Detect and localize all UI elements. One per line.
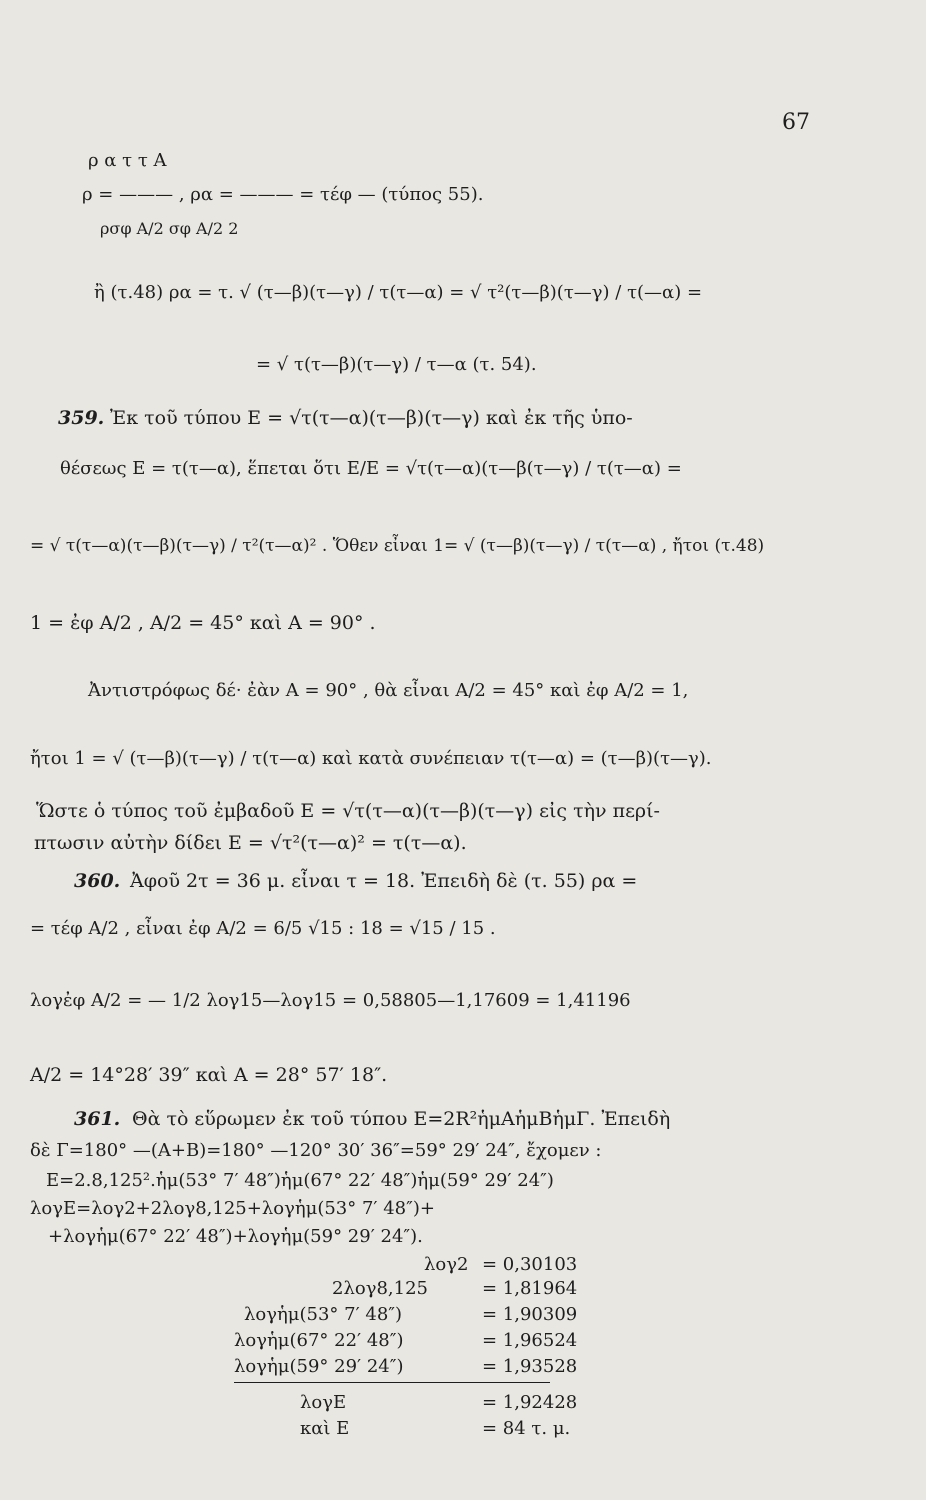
text-359-line3: = √ τ(τ—α)(τ—β)(τ—γ) / τ²(τ—α)² . Ὅθεν εἶναι 1= √ (τ—β)(τ—γ) / τ(τ—α) , ἤτοι (τ.48) bbox=[30, 536, 765, 556]
text-361-line3: Ε=2.8,125².ἡμ(53° 7′ 48″)ἡμ(67° 22′ 48″)ἡμ(59° 29′ 24″) bbox=[46, 1170, 554, 1191]
text-361-line2: δὲ Γ=180° —(Α+Β)=180° —120° 30′ 36″=59° 29′ 24″, ἔχομεν : bbox=[30, 1140, 602, 1161]
section-number-360: 360. bbox=[74, 870, 121, 892]
text-area-formula: Ὥστε ὁ τύπος τοῦ ἐμβαδοῦ Ε = √τ(τ—α)(τ—β)(τ—γ) εἰς τὴν περί- bbox=[36, 800, 660, 822]
log-table-label: λογ2 bbox=[424, 1254, 469, 1275]
log-table-value: = 1,93528 bbox=[482, 1356, 578, 1377]
text-360-angle: Α/2 = 14°28′ 39″ καὶ Α = 28° 57′ 18″. bbox=[30, 1064, 388, 1086]
text-359-line1: Ἐκ τοῦ τύπου Ε = √τ(τ—α)(τ—β)(τ—γ) καὶ ἐκ τῆς ὑπο- bbox=[110, 407, 633, 429]
formula-rho-alpha-54: = √ τ(τ—β)(τ—γ) / τ—α (τ. 54). bbox=[256, 354, 537, 375]
log-table-value: = 0,30103 bbox=[482, 1254, 578, 1275]
formula-rho-ratio-top: ρ α τ τ Α bbox=[88, 150, 167, 171]
text-360-line2: = τέφ Α/2 , εἶναι ἐφ Α/2 = 6/5 √15 : 18 = √15 / 15 . bbox=[30, 918, 496, 939]
page-number: 67 bbox=[782, 110, 810, 135]
text-359-line2: θέσεως Ε = τ(τ—α), ἕπεται ὅτι Ε/Ε = √τ(τ—α)(τ—β(τ—γ) / τ(τ—α) = bbox=[60, 458, 682, 479]
log-table-label: 2λογ8,125 bbox=[332, 1278, 428, 1299]
log-table-label: λογἡμ(67° 22′ 48″) bbox=[234, 1330, 404, 1351]
formula-rho-ratio: ρ = ——— , ρα = ——— = τέφ — (τύπος 55). bbox=[82, 184, 484, 205]
text-361-line5: +λογἡμ(67° 22′ 48″)+λογἡμ(59° 29′ 24″). bbox=[48, 1226, 423, 1247]
section-number-359: 359. bbox=[58, 407, 105, 429]
log-table-value: = 1,96524 bbox=[482, 1330, 578, 1351]
table-sum-line bbox=[234, 1382, 550, 1383]
log-table-value: = 1,81964 bbox=[482, 1278, 578, 1299]
text-359-line4: 1 = ἐφ Α/2 , Α/2 = 45° καὶ Α = 90° . bbox=[30, 612, 376, 634]
log-table-label: λογἡμ(53° 7′ 48″) bbox=[244, 1304, 403, 1325]
log-table-value: = 84 τ. μ. bbox=[482, 1418, 571, 1439]
log-table-value: = 1,92428 bbox=[482, 1392, 578, 1413]
text-360-line1: Ἀφοῦ 2τ = 36 μ. εἶναι τ = 18. Ἐπειδὴ δὲ (τ. 55) ρα = bbox=[130, 870, 638, 892]
text-hence: ἤτοι 1 = √ (τ—β)(τ—γ) / τ(τ—α) καὶ κατὰ συνέπειαν τ(τ—α) = (τ—β)(τ—γ). bbox=[30, 748, 712, 769]
text-area-case: πτωσιν αὐτὴν δίδει Ε = √τ²(τ—α)² = τ(τ—α). bbox=[34, 832, 467, 854]
log-table-label: λογἡμ(59° 29′ 24″) bbox=[234, 1356, 404, 1377]
text-361-line1: Θὰ τὸ εὕρωμεν ἐκ τοῦ τύπου Ε=2R²ἡμΑἡμΒἡμΓ. Ἐπειδὴ bbox=[132, 1108, 671, 1130]
formula-rho-ratio-bottom: ρσφ Α/2 σφ Α/2 2 bbox=[100, 219, 239, 238]
text-converse: Ἀντιστρόφως δέ· ἐὰν Α = 90° , θὰ εἶναι Α/2 = 45° καὶ ἐφ Α/2 = 1, bbox=[88, 680, 689, 701]
log-table-label: καὶ Ε bbox=[300, 1418, 350, 1439]
formula-rho-alpha-48: ἢ (τ.48) ρα = τ. √ (τ—β)(τ—γ) / τ(τ—α) = √ τ²(τ—β)(τ—γ) / τ(—α) = bbox=[94, 282, 703, 303]
text-360-log: λογἐφ Α/2 = — 1/2 λογ15—λογ15 = 0,58805—1,17609 = 1,41196 bbox=[30, 990, 631, 1011]
log-table-label: λογΕ bbox=[300, 1392, 347, 1413]
text-361-line4: λογΕ=λογ2+2λογ8,125+λογἡμ(53° 7′ 48″)+ bbox=[30, 1198, 435, 1219]
section-number-361: 361. bbox=[74, 1108, 121, 1130]
log-table-value: = 1,90309 bbox=[482, 1304, 578, 1325]
